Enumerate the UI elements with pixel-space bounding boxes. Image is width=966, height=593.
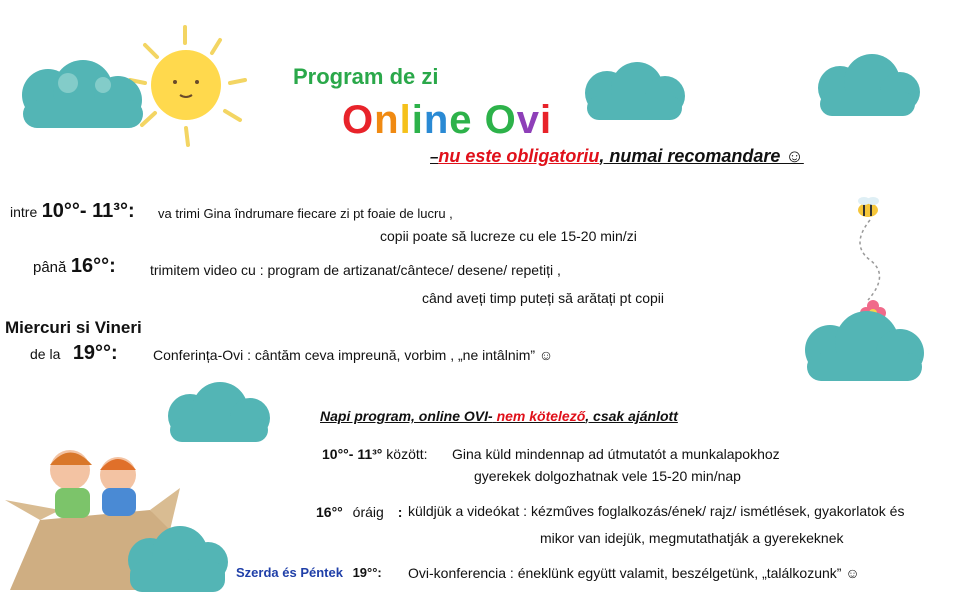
brand-letter: i (540, 98, 553, 142)
time-label: 10°°- 11³°: (41, 200, 135, 222)
hu-line-3-text: Ovi-konferencia : éneklünk együtt valamit, beszélgetünk, „találkozunk” ☺ (408, 565, 860, 581)
ro-line-3: de la 19°°: (30, 342, 118, 364)
time-label: 10°°- 11³° (322, 446, 383, 462)
time-label: 16°°: (70, 255, 116, 277)
hu-line-1-text: Gina küld mindennap ad útmutatót a munkalapokhoz (452, 446, 780, 462)
subtitle: –nu este obligatoriu, numai recomandare ☺ (430, 146, 804, 166)
bee-icon (840, 190, 900, 310)
subtitle-emphasis: nu este obligatoriu (438, 146, 600, 166)
hu-line-2: 16°° óráig : (316, 504, 403, 520)
time-label: 16°° (316, 504, 343, 520)
cloud-icon (795, 305, 930, 385)
cloud-icon (577, 58, 692, 123)
hu-line-1-text-2: gyerekek dolgozhatnak vele 15-20 min/nap (474, 468, 741, 484)
ro-line-2-text: trimitem video cu : program de artizanat/cântece/ desene/ repetiți , (150, 262, 561, 278)
time-label: 19°°: (352, 565, 382, 580)
brand-title (342, 98, 552, 143)
cloud-icon (8, 55, 153, 130)
ro-line-3-text: Conferința-Ovi : cântăm ceva impreună, vorbim , „ne intâlnim” ☺ (153, 347, 554, 363)
brand-letter: O (484, 98, 517, 142)
brand-letter: n (423, 98, 450, 142)
brand-letter: O (342, 98, 375, 142)
ro-line-1-text: va trimi Gina îndrumare fiecare zi pt foaie de lucru , (158, 206, 453, 221)
brand-letter: v (516, 98, 540, 142)
page-title: Program de zi (293, 64, 439, 89)
ro-line-1-text-2: copii poate să lucreze cu ele 15-20 min/zi (380, 228, 637, 244)
cloud-icon (810, 50, 925, 120)
ro-line-2-text-2: când aveți timp puteți să arătați pt copii (422, 290, 665, 306)
ro-line-2: până 16°°: (33, 255, 116, 277)
hu-line-2-text: küldjük a videókat : kézműves foglalkozás/ének/ rajz/ ismétlések, gyakorlatok és (408, 503, 905, 519)
brand-letter: i (411, 98, 424, 142)
cloud-icon (160, 378, 278, 446)
hu-line-2-text-2: mikor van idejük, megmutathatják a gyerekeknek (540, 530, 844, 546)
hu-days: Szerda és Péntek (236, 565, 343, 580)
brand-letter (473, 98, 485, 142)
brand-letter: n (374, 98, 400, 142)
ro-days: Miercuri si Vineri (5, 318, 142, 337)
cloud-icon (120, 520, 235, 593)
brand-letter: l (399, 98, 412, 142)
hu-line-1: 10°°- 11³° között: (322, 446, 428, 462)
hu-heading: Napi program, online OVI- nem kötelező, csak ajánlott (320, 408, 678, 424)
ro-line-1: intre 10°°- 11³°: (10, 200, 135, 222)
time-label: 19°°: (72, 342, 118, 364)
hu-line-3 (236, 565, 382, 580)
brand-letter: e (449, 98, 473, 142)
